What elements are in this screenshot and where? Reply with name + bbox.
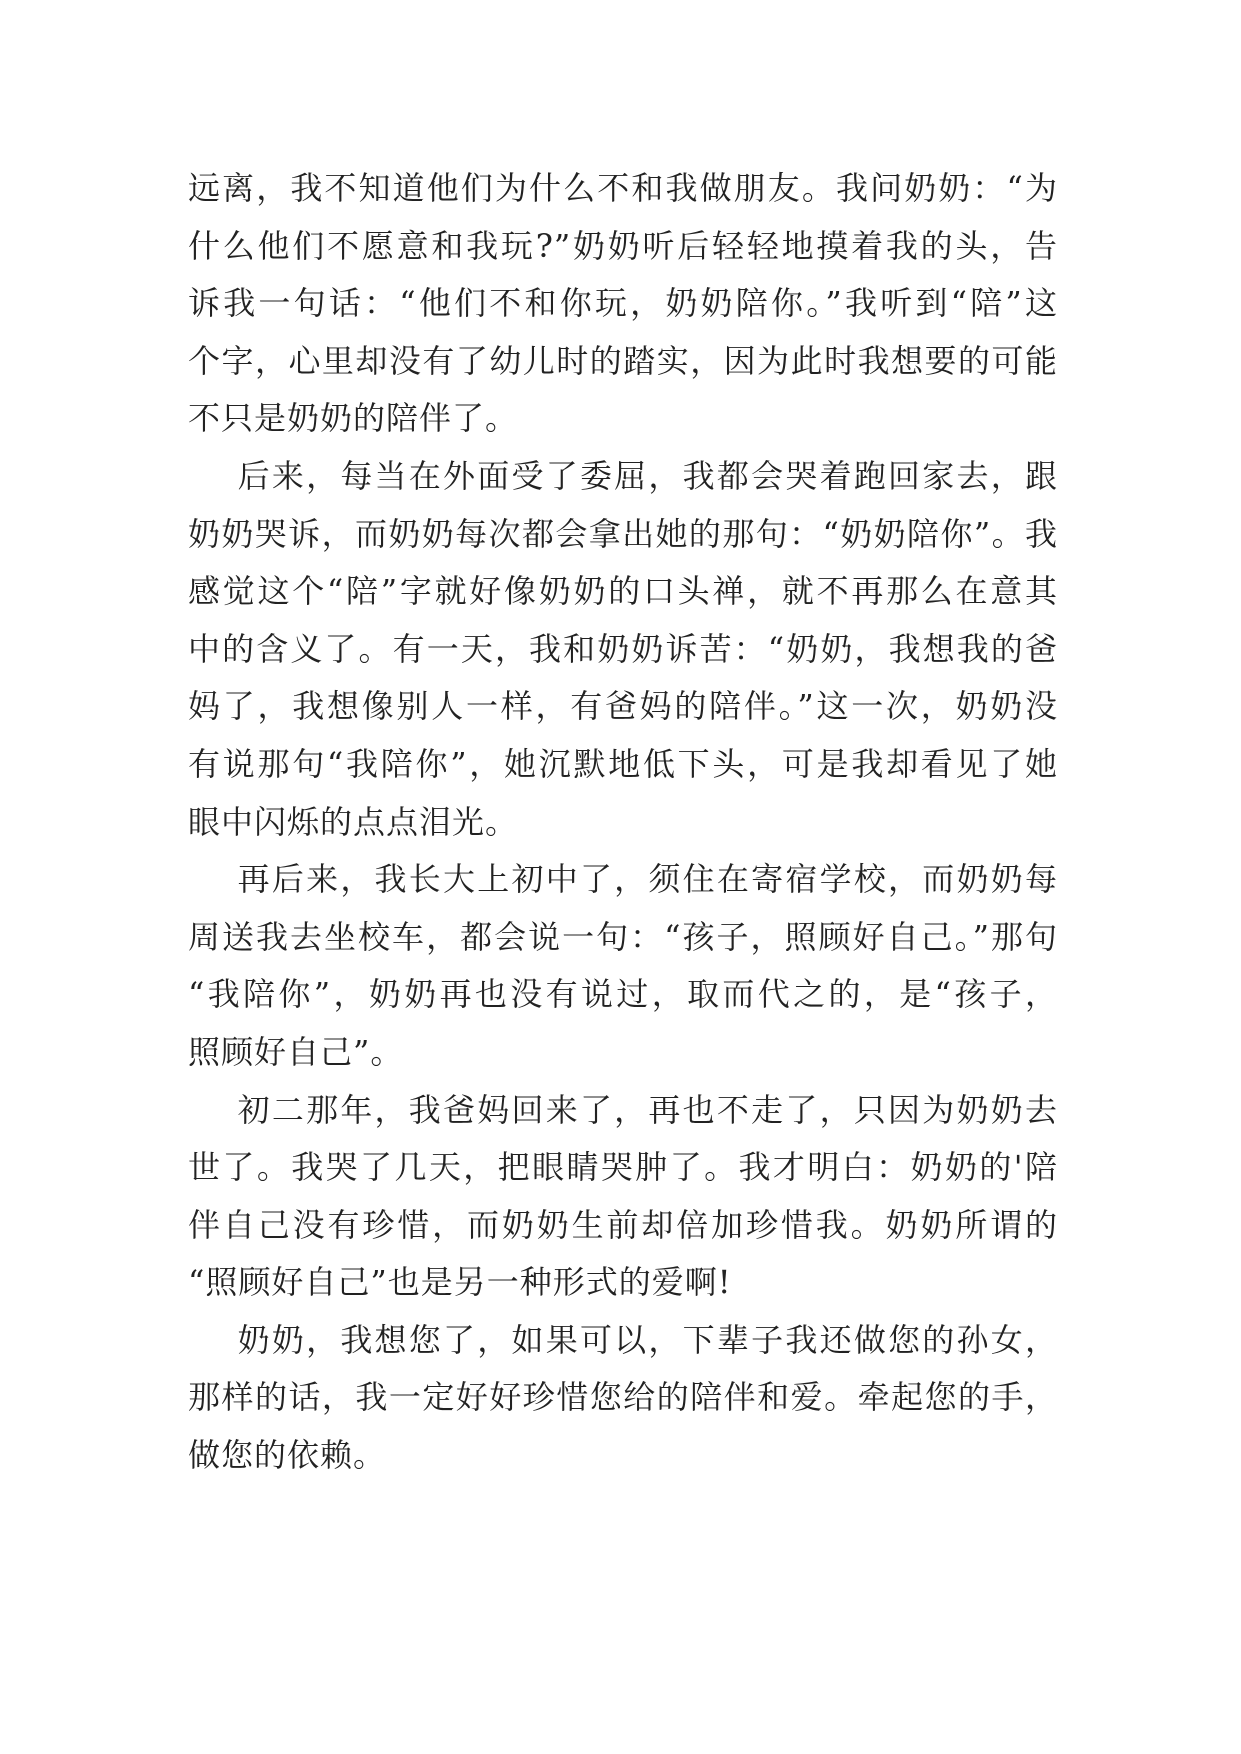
text-line: 后来，每当在外面受了委屈，我都会哭着跑回家去，跟 bbox=[188, 456, 1058, 495]
text-line: 世了。我哭了几天，把眼睛哭肿了。我才明白：奶奶的'陪 bbox=[188, 1148, 1058, 1187]
text-line: 周送我去坐校车，都会说一句：“孩子，照顾好自己。”那句 bbox=[188, 917, 1058, 956]
text-line: “我陪你”，奶奶再也没有说过，取而代之的，是“孩子， bbox=[188, 975, 1058, 1014]
text-line: 个字，心里却没有了幼儿时的踏实，因为此时我想要的可能 bbox=[188, 341, 1058, 380]
text-line: 伴自己没有珍惜，而奶奶生前却倍加珍惜我。奶奶所谓的 bbox=[188, 1205, 1058, 1244]
text-line: 照顾好自己”。 bbox=[188, 1032, 404, 1071]
text-line: 那样的话，我一定好好珍惜您给的陪伴和爱。牵起您的手， bbox=[188, 1378, 1058, 1417]
text-line: 做您的依赖。 bbox=[188, 1436, 387, 1475]
text-line: 初二那年，我爸妈回来了，再也不走了，只因为奶奶去 bbox=[188, 1090, 1058, 1129]
essay-body bbox=[188, 160, 1058, 1485]
text-line: 不只是奶奶的陪伴了。 bbox=[188, 399, 519, 438]
text-line: 远离，我不知道他们为什么不和我做朋友。我问奶奶：“为 bbox=[188, 169, 1058, 207]
text-line: 感觉这个“陪”字就好像奶奶的口头禅，就不再那么在意其 bbox=[188, 572, 1058, 611]
text-line: 什么他们不愿意和我玩?”奶奶听后轻轻地摸着我的头，告 bbox=[188, 226, 1058, 265]
text-line: 中的含义了。有一天，我和奶奶诉苦：“奶奶，我想我的爸 bbox=[188, 629, 1058, 668]
text-line: 眼中闪烁的点点泪光。 bbox=[188, 802, 519, 841]
text-line: 有说那句“我陪你”，她沉默地低下头，可是我却看见了她 bbox=[188, 744, 1058, 783]
text-line: 奶奶，我想您了，如果可以，下辈子我还做您的孙女， bbox=[188, 1320, 1058, 1359]
text-line: 奶奶哭诉，而奶奶每次都会拿出她的那句：“奶奶陪你”。我 bbox=[188, 514, 1058, 553]
text-line: 再后来，我长大上初中了，须住在寄宿学校，而奶奶每 bbox=[188, 860, 1058, 899]
text-line: 妈了，我想像别人一样，有爸妈的陪伴。”这一次，奶奶没 bbox=[188, 687, 1058, 726]
text-line: 诉我一句话：“他们不和你玩，奶奶陪你。”我听到“陪”这 bbox=[188, 284, 1058, 323]
text-line: “照顾好自己”也是另一种形式的爱啊! bbox=[188, 1263, 732, 1302]
